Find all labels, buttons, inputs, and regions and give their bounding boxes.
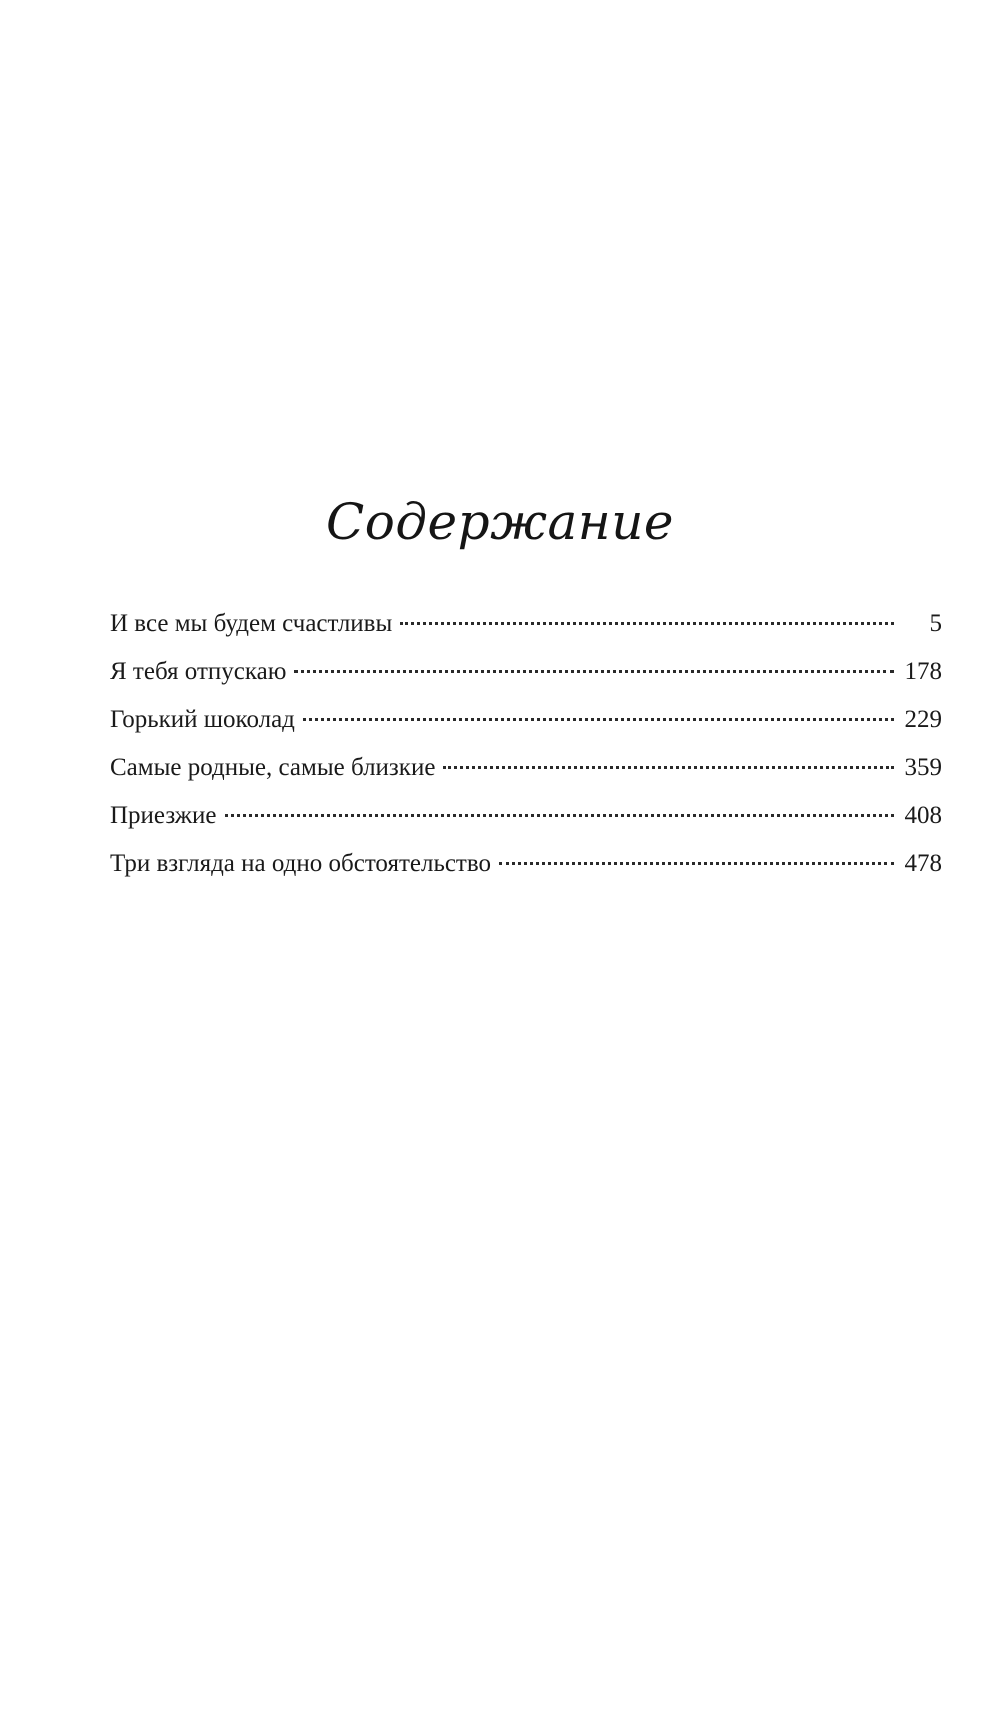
dot-leader <box>400 597 894 625</box>
toc-entry <box>110 744 942 792</box>
toc-entry <box>110 600 942 648</box>
toc-entry-title: Приезжие <box>110 802 217 829</box>
dot-leader <box>499 837 894 865</box>
toc-entry-title: Я тебя отпускаю <box>110 658 287 685</box>
toc-entry <box>110 648 942 696</box>
toc-list <box>110 600 942 888</box>
toc-page-number: 408 <box>904 802 942 829</box>
toc-entry-title: Самые родные, самые близкие <box>110 754 436 781</box>
toc-page-number: 478 <box>904 850 942 877</box>
toc-entry-title: Три взгляда на одно обстоятельство <box>110 850 491 877</box>
toc-title: Содержание <box>325 493 675 551</box>
toc-page-number: 229 <box>904 706 942 733</box>
toc-page-number: 5 <box>929 610 942 637</box>
toc-entry <box>110 696 942 744</box>
dot-leader <box>303 693 894 721</box>
toc-page-number: 178 <box>904 658 942 685</box>
toc-entry <box>110 792 942 840</box>
toc-page-number: 359 <box>904 754 942 781</box>
toc-entry-title: Горький шоколад <box>110 706 295 733</box>
toc-entry-title: И все мы будем счастливы <box>110 610 393 637</box>
toc-entry <box>110 840 942 888</box>
dot-leader <box>443 741 894 769</box>
dot-leader <box>294 645 894 673</box>
dot-leader <box>225 789 894 817</box>
